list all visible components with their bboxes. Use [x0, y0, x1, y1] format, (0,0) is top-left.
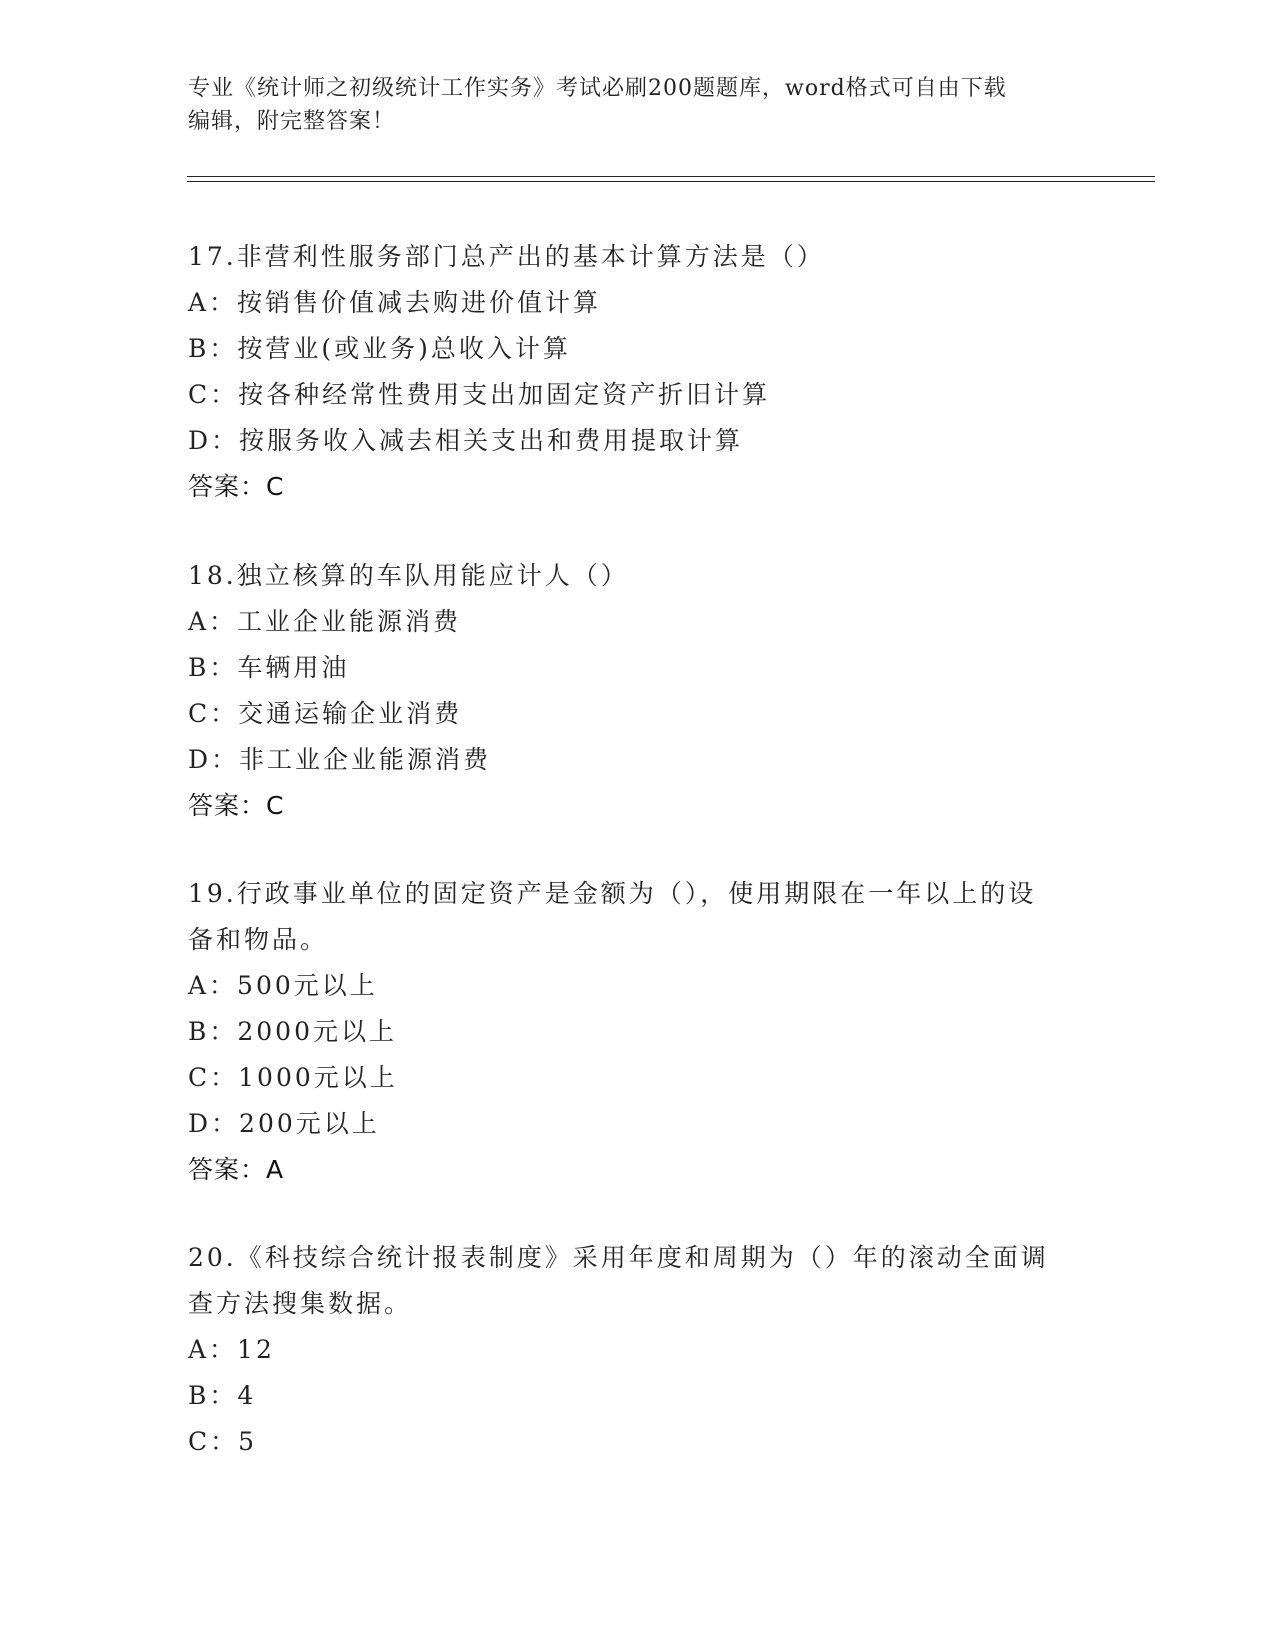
option-c: C：5: [188, 1427, 258, 1456]
question-stem: 18.独立核算的车队用能应计人（）: [188, 561, 629, 590]
option-a: A：工业企业能源消费: [188, 607, 462, 636]
option-c: C：交通运输企业消费: [188, 699, 463, 728]
header-divider-bottom: [187, 181, 1155, 182]
answer: 答案：C: [188, 791, 285, 820]
option-d: D：200元以上: [188, 1109, 380, 1138]
option-c: C：1000元以上: [188, 1063, 398, 1092]
question-stem-line-2: 查方法搜集数据。: [188, 1289, 413, 1318]
question-18: [188, 553, 1088, 829]
option-a: A：500元以上: [188, 971, 378, 1000]
option-b: B：车辆用油: [188, 653, 350, 682]
question-17: [188, 234, 1088, 510]
option-d: D：按服务收入减去相关支出和费用提取计算: [188, 426, 744, 455]
question-19: [188, 871, 1088, 1193]
header-line-1: 专业《统计师之初级统计工作实务》考试必刷200题题库，word格式可自由下载: [188, 76, 1007, 101]
question-stem: 17.非营利性服务部门总产出的基本计算方法是（）: [188, 242, 825, 271]
header-line-2: 编辑，附完整答案！: [188, 109, 396, 134]
option-b: B：4: [188, 1381, 257, 1410]
option-c: C：按各种经常性费用支出加固定资产折旧计算: [188, 380, 771, 409]
question-stem-line-1: 20.《科技综合统计报表制度》采用年度和周期为（）年的滚动全面调: [188, 1243, 1049, 1272]
question-stem-line-2: 备和物品。: [188, 925, 329, 954]
question-stem-line-1: 19.行政事业单位的固定资产是金额为（），使用期限在一年以上的设: [188, 879, 1037, 908]
option-a: A：12: [188, 1335, 275, 1364]
option-a: A：按销售价值减去购进价值计算: [188, 288, 602, 317]
question-20: [188, 1235, 1088, 1465]
answer: 答案：A: [188, 1155, 285, 1184]
header-divider-top: [187, 176, 1155, 177]
option-d: D：非工业企业能源消费: [188, 745, 492, 774]
option-b: B：按营业(或业务)总收入计算: [188, 334, 571, 363]
document-header: [188, 72, 1088, 138]
option-b: B：2000元以上: [188, 1017, 397, 1046]
answer: 答案：C: [188, 472, 285, 501]
